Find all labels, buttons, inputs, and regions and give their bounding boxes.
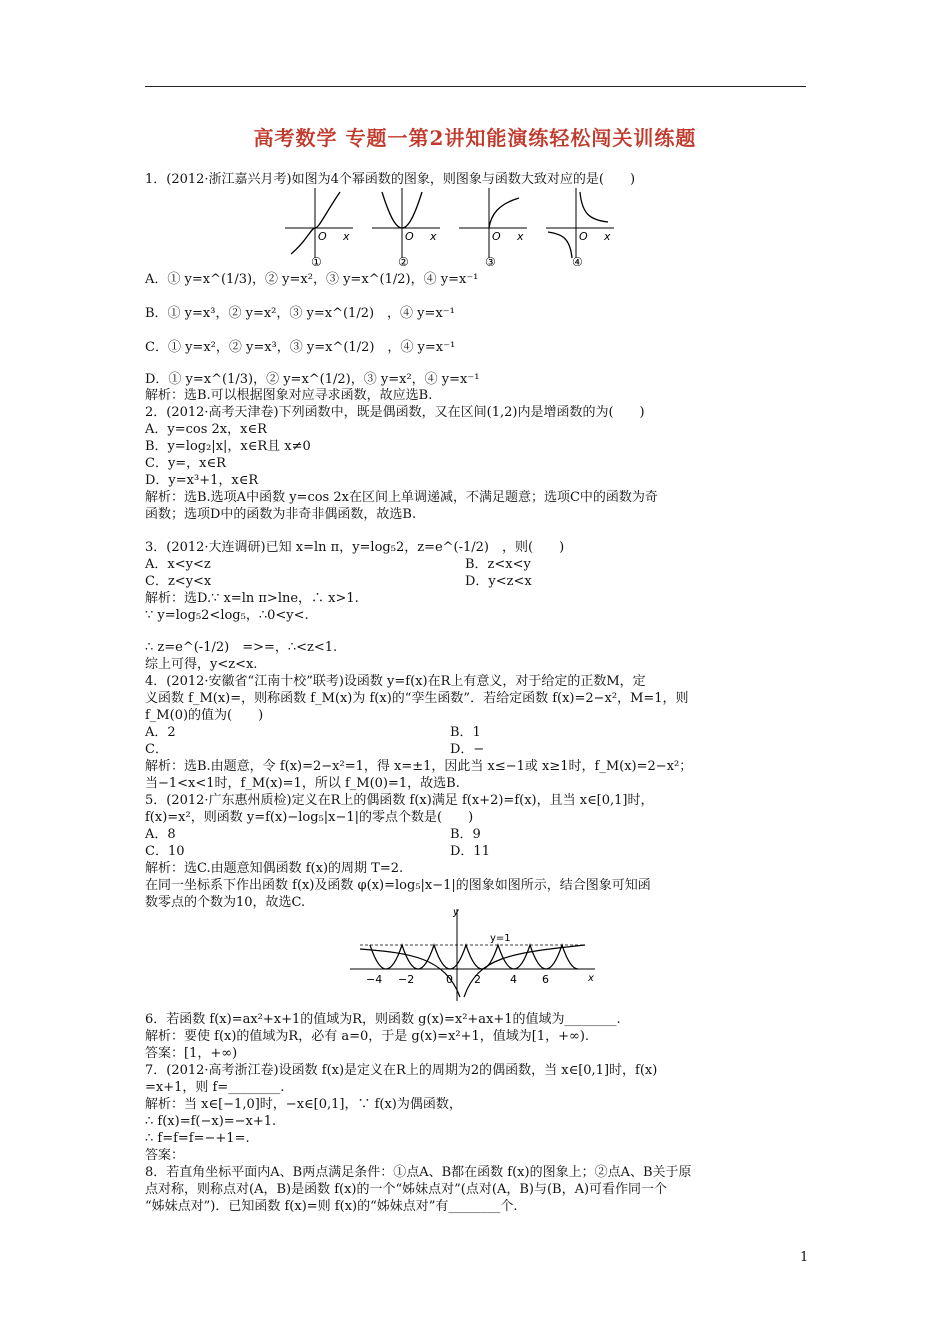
page-title: 高考数学 专题一第2讲知能演练轻松闯关训练题 — [253, 126, 697, 150]
q1-stem: 1．(2012·浙江嘉兴月考)如图为4个幂函数的图象，则图象与函数大致对应的是( ) — [145, 172, 636, 187]
q6-solution: 解析：要使 f(x)的值域为R，必有 a=0，于是 g(x)=x²+1，值域为[1，+∞). — [145, 1029, 590, 1044]
q3-solution-1: 解析：选D.∵ x=ln π>lne，∴ x>1. — [145, 591, 359, 606]
q2-option-c: C．y=，x∈R — [145, 456, 226, 471]
q3-stem: 3．(2012·大连调研)已知 x=ln π，y=log₅2，z=e^(-1/2) ，则( ) — [145, 540, 565, 555]
svg-text:①: ① — [311, 255, 322, 266]
svg-text:−4: −4 — [366, 973, 383, 986]
q3-option-b: B．z<x<y — [465, 557, 531, 572]
power-function-graphs — [285, 186, 625, 266]
q4-stem-2: 义函数 f_M(x)=，则称函数 f_M(x)为 f(x)的“孪生函数”．若给定函数 f(x)=2−x²，M=1，则 — [145, 691, 689, 706]
q2-stem: 2．(2012·高考天津卷)下列函数中，既是偶函数，又在区间(1,2)内是增函数的为( ) — [145, 405, 645, 420]
graph-2 — [372, 188, 440, 266]
q4-option-c: C． — [145, 742, 168, 757]
q5-option-c: C．10 — [145, 844, 185, 859]
svg-text:O: O — [318, 230, 327, 243]
svg-text:−2: −2 — [398, 973, 415, 986]
q7-solution-3: ∴ f=f=f=−+1=. — [145, 1131, 250, 1146]
q4-solution-2: 当−1<x<1时，f_M(x)=1，所以 f_M(0)=1，故选B. — [145, 776, 460, 791]
q3-solution-2: ∵ y=log₅2<log₅，∴0<y<. — [145, 608, 309, 623]
q1-option-a: A．① y=x^(1/3)，② y=x²，③ y=x^(1/2)，④ y=x⁻¹ — [145, 272, 479, 287]
q1-option-d: D．① y=x^(1/3)，② y=x^(1/2)，③ y=x²，④ y=x⁻¹ — [145, 372, 480, 387]
svg-text:O: O — [492, 230, 501, 243]
q3-solution-3: ∴ z=e^(-1/2) =>=，∴<z<1. — [145, 640, 338, 655]
svg-text:②: ② — [398, 255, 409, 266]
svg-text:x: x — [343, 230, 350, 243]
q1-option-c: C．① y=x²，② y=x³，③ y=x^(1/2) ，④ y=x⁻¹ — [145, 340, 456, 355]
q3-option-c: C．z<y<x — [145, 574, 212, 589]
q7-answer: 答案： — [145, 1148, 185, 1163]
q6-stem: 6．若函数 f(x)=ax²+x+1的值域为R，则函数 g(x)=x²+ax+1的值域为________. — [145, 1012, 621, 1027]
svg-text:③: ③ — [485, 255, 496, 266]
q5-solution-3: 数零点的个数为10，故选C. — [145, 895, 306, 910]
page-number: 1 — [800, 1250, 809, 1265]
svg-text:6: 6 — [542, 973, 549, 986]
q2-option-a: A．y=cos 2x，x∈R — [145, 422, 267, 437]
graph-1 — [285, 188, 353, 266]
svg-text:x: x — [604, 230, 611, 243]
svg-text:O: O — [405, 230, 414, 243]
q7-solution-1: 解析：当 x∈[−1,0]时，−x∈[0,1]，∵ f(x)为偶函数， — [145, 1097, 462, 1112]
graph-4 — [546, 188, 614, 266]
q5-solution-2: 在同一坐标系下作出函数 f(x)及函数 φ(x)=log₅|x−1|的图象如图所示，结合图象可知函 — [145, 878, 651, 893]
q8-stem-2: 点对称，则称点对(A，B)是函数 f(x)的一个“姊妹点对”(点对(A，B)与(B，A)可看作同一个 — [145, 1182, 668, 1197]
q5-solution-1: 解析：选C.由题意知偶函数 f(x)的周期 T=2. — [145, 861, 404, 876]
q5-option-a: A．8 — [145, 827, 176, 842]
svg-text:y=1: y=1 — [490, 933, 511, 944]
q5-option-b: B．9 — [450, 827, 481, 842]
q8-stem-1: 8．若直角坐标平面内A、B两点满足条件：①点A、B都在函数 f(x)的图象上；②点A、B关于原 — [145, 1165, 692, 1180]
q4-stem-3: f_M(0)的值为( ) — [145, 708, 264, 723]
q3-solution-4: 综上可得，y<z<x. — [145, 657, 258, 672]
q5-stem-1: 5．(2012·广东惠州质检)定义在R上的偶函数 f(x)满足 f(x+2)=f(x)，且当 x∈[0,1]时， — [145, 793, 654, 808]
q7-solution-2: ∴ f(x)=f(−x)=−x+1. — [145, 1114, 277, 1129]
q1-option-b: B．① y=x³，② y=x²，③ y=x^(1/2) ，④ y=x⁻¹ — [145, 306, 455, 321]
svg-text:x: x — [430, 230, 437, 243]
svg-text:O: O — [579, 230, 588, 243]
q4-stem-1: 4．(2012·安徽省“江南十校”联考)设函数 y=f(x)在R上有意义，对于给定的正数M，定 — [145, 674, 646, 689]
q2-solution-1: 解析：选B.选项A中函数 y=cos 2x在区间上单调递减，不满足题意；选项C中的函数为奇 — [145, 490, 658, 505]
q5-option-d: D．11 — [450, 844, 490, 859]
header-rule — [145, 86, 806, 87]
q5-stem-2: f(x)=x²，则函数 y=f(x)−log₅|x−1|的零点个数是( ) — [145, 810, 474, 825]
q7-stem-2: =x+1，则 f=________. — [145, 1080, 285, 1095]
q4-solution-1: 解析：选B.由题意，令 f(x)=2−x²=1，得 x=±1，因此当 x≤−1或 x≥1时，f_M(x)=2−x²； — [145, 759, 693, 774]
svg-text:x: x — [588, 973, 594, 984]
q2-solution-2: 函数；选项D中的函数为非奇非偶函数，故选B. — [145, 507, 417, 522]
svg-text:4: 4 — [510, 973, 517, 986]
q6-answer: 答案：[1，+∞) — [145, 1046, 238, 1061]
q2-option-b: B．y=log₂|x|，x∈R且 x≠0 — [145, 439, 311, 454]
periodic-function-plot — [350, 905, 600, 1005]
q3-option-d: D．y<z<x — [465, 574, 532, 589]
q8-stem-3: “姊妹点对”)．已知函数 f(x)=则 f(x)的“姊妹点对”有________个. — [145, 1199, 518, 1214]
svg-text:0: 0 — [446, 973, 453, 986]
q1-solution: 解析：选B.可以根据图象对应寻求函数，故应选B. — [145, 388, 433, 403]
q7-stem-1: 7．(2012·高考浙江卷)设函数 f(x)是定义在R上的周期为2的偶函数，当 x∈[0,1]时，f(x) — [145, 1063, 658, 1078]
svg-text:x: x — [517, 230, 524, 243]
q4-option-a: A．2 — [145, 725, 176, 740]
svg-text:2: 2 — [474, 973, 481, 986]
q4-option-d: D．− — [450, 742, 485, 757]
q2-option-d: D．y=x³+1，x∈R — [145, 473, 259, 488]
svg-text:④: ④ — [572, 255, 583, 266]
svg-text:y: y — [453, 907, 459, 918]
q3-option-a: A．x<y<z — [145, 557, 211, 572]
graph-3 — [459, 188, 527, 266]
q4-option-b: B．1 — [450, 725, 481, 740]
